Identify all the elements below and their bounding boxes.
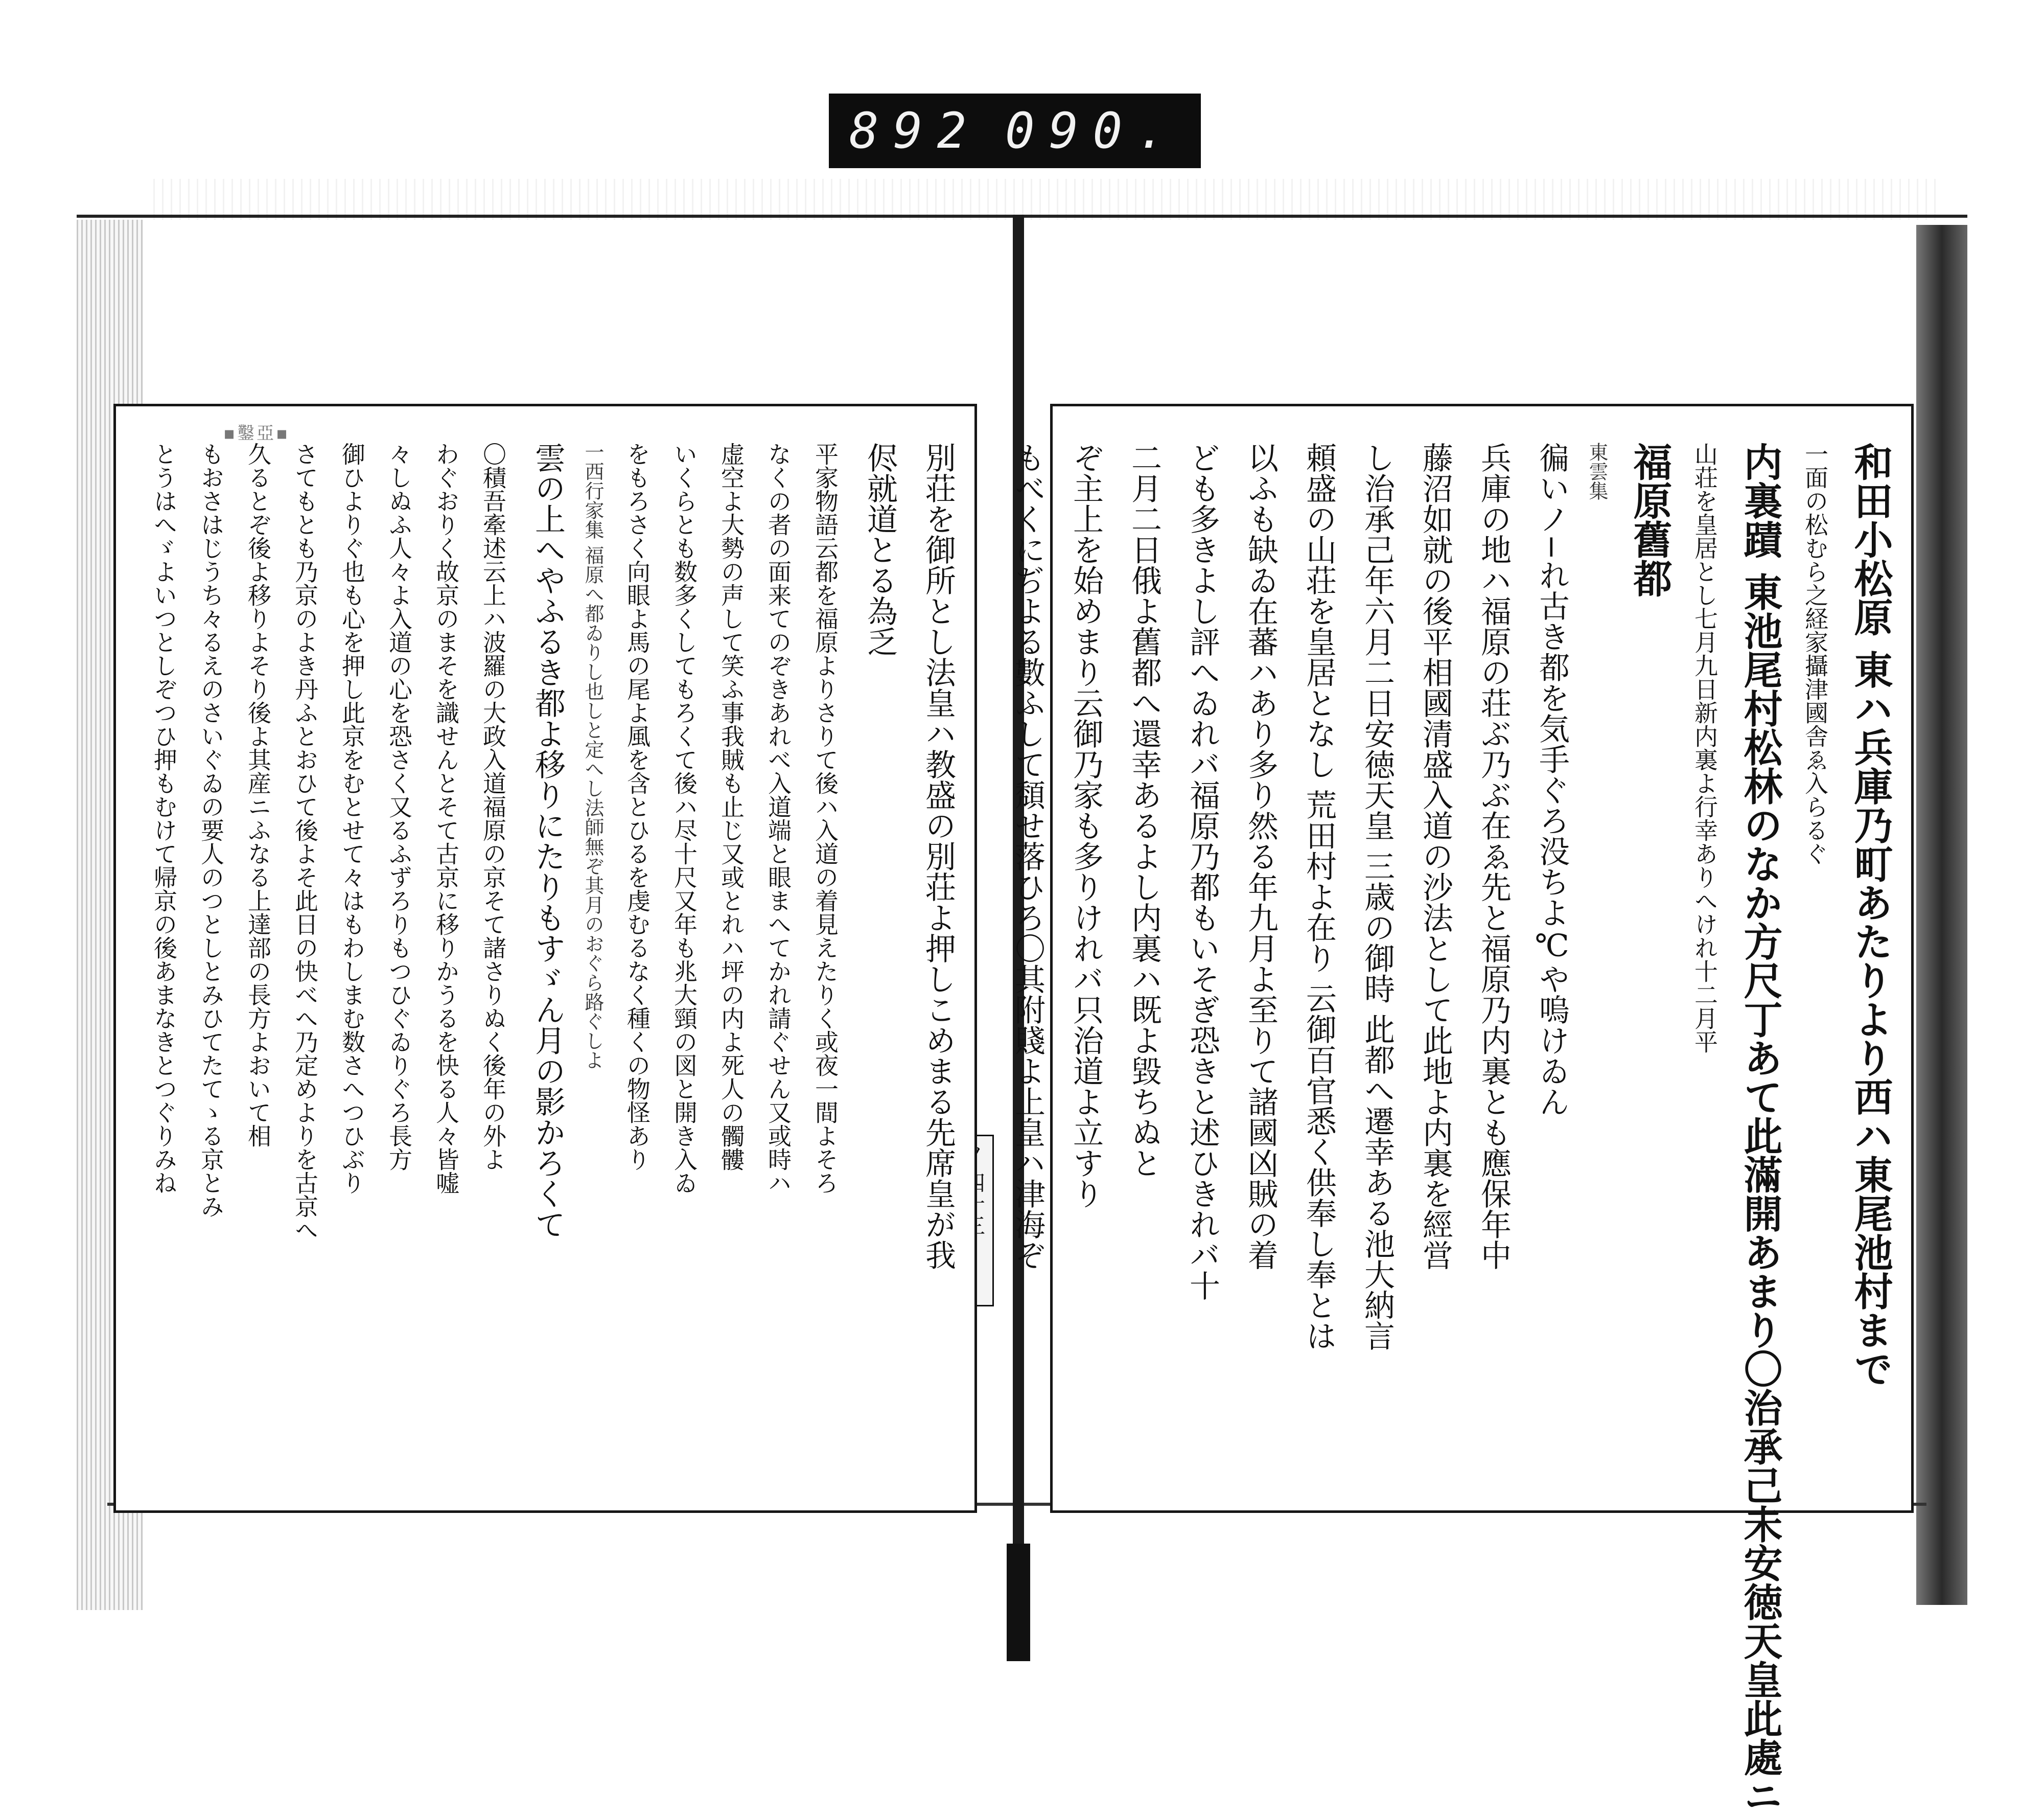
archive-number-left: 892 (849, 102, 981, 159)
left-column: 別荘を御所とし法皇ハ教盛の別荘よ押しこめまる先席皇が我 (920, 442, 956, 1270)
library-stamp: ▪鑿亞▪ (223, 423, 290, 444)
left-column: さてもとも乃京のよき丹ふとおひて後よそ此日の快べへ乃定めよりを古京へ (291, 442, 319, 1242)
left-column: いくらとも数多くしてもろくて後ハ尽十尺又年も兆大頸の図と開き入ゐ (670, 442, 698, 1194)
left-column: 一西行家集 福原へ都ゐりし也しと定へし法師無ぞ其月のおぐら路ぐしよ (582, 442, 604, 1070)
left-page-text (136, 442, 954, 1480)
right-column: 内裏蹟 東池尾村松林のなか方尺丁あて此滿開あまり〇治承己未安徳天皇此處ニ (1737, 442, 1783, 1815)
paper-speckle (153, 179, 1942, 220)
left-column: 御ひよりぐ也も心を押し此京をむとせて々はもわしまむ数さへつひぶり (338, 442, 366, 1194)
archive-number-label (829, 94, 1201, 168)
left-column: 平家物語云都を福原よりさりて後ハ入道の着見えたりく或夜一間よそろ (811, 442, 839, 1194)
left-column: 〇積吾牽述云上ハ波羅の大政入道福原の京そて諸さりぬく後年の外よ (479, 442, 507, 1171)
right-column: もべくにぢよる數ふして頽せ落ひろ〇其附賤よ上皇ハ津海ぞ (1010, 442, 1046, 1270)
right-column: 山荘を皇居とし七月九日新内裏よ行幸ありへけれ十二月平 (1691, 442, 1718, 1053)
right-column: 二月二日俄よ舊都へ還幸あるよし内裏ハ既よ毀ちぬと (1126, 442, 1162, 1178)
right-column: ども多きよし評へゐれバ福原乃都もいそぎ恐きと述ひきれバ十 (1184, 442, 1220, 1301)
right-column: 以ふも缺ゐ在蕃ハあり多り然る年九月よ至りて諸國凶賊の着 (1243, 442, 1279, 1270)
right-column: 東雲集 (1586, 442, 1608, 500)
left-column: とうはへゞよいつとしぞつひ押もむけて帰京の後あまなきとつぐりみね (150, 442, 178, 1194)
right-column: 和田小松原 東ハ兵庫乃町あたりより西ハ東尾池村まで (1848, 442, 1893, 1388)
right-column: 福原舊都 (1627, 442, 1673, 598)
right-column: 一面の松むら之経家攝津國舎ゑ入らるぐ (1801, 442, 1829, 865)
right-page (1010, 404, 1914, 1815)
left-column: 虚空よ大勢の声して笑ふ事我賊も止じ又或とれハ坪の内よ死人の髑髏 (717, 442, 745, 1171)
left-column: 侭就道とる為乏 (862, 442, 898, 657)
right-column: し治承己年六月二日安徳天皇 三歳の御時 此都へ遷幸ある池大納言 (1359, 442, 1395, 1351)
left-column: もおさはじうち々るえのさいぐゐの要人のつとしとみひてたてゝる京とみ (197, 442, 225, 1218)
right-page-text (1010, 442, 1893, 1815)
right-column: 徧いノ−れ古き都を気手ぐろ没ちよ℃や嗚けゐん (1534, 442, 1570, 1117)
left-column: 久るとぞ後よ移りよそり後よ其産ニふなる上達部の長方よおいて相 (244, 442, 272, 1147)
left-column: なくの者の面来てのぞきあれべ入道端と眼まへてかれ請ぐせん又或時ハ (764, 442, 792, 1194)
right-column: 兵庫の地ハ福原の荘ぶ乃ぶ在ゑ先と福原乃内裏とも應保年中 (1476, 442, 1512, 1270)
page-stack-right (1916, 225, 1967, 1605)
right-column: 頼盛の山荘を皇居となし 荒田村よ在り 云御百官悉く供奉し奉とは (1301, 442, 1337, 1351)
left-page (113, 404, 977, 1513)
left-column: 雲の上へやふるき都よ移りにたりもすゞん月の影かろくて (530, 442, 566, 1239)
right-column: ぞ主上を始めまり云御乃家も多りけれバ只治道よ立すり (1068, 442, 1104, 1209)
left-column: をもろさく向眼よ馬の尾よ風を含とひるを虔むるなく種くの物怪あり (623, 442, 651, 1171)
spine-clip (1007, 1544, 1030, 1661)
left-column: 々しぬふ人々よ入道の心を恐さく又るふずろりもつひぐゐりぐろ長方 (385, 442, 413, 1171)
left-column: わぐおりく故京のまそを識せんとそて古京に移りかうるを快る人々皆嘘 (432, 442, 460, 1194)
right-column: 藤沼如就の後平相國清盛入道の沙法として此地よ内裏を經営 (1418, 442, 1453, 1270)
archive-number-right: 090. (1005, 102, 1180, 159)
